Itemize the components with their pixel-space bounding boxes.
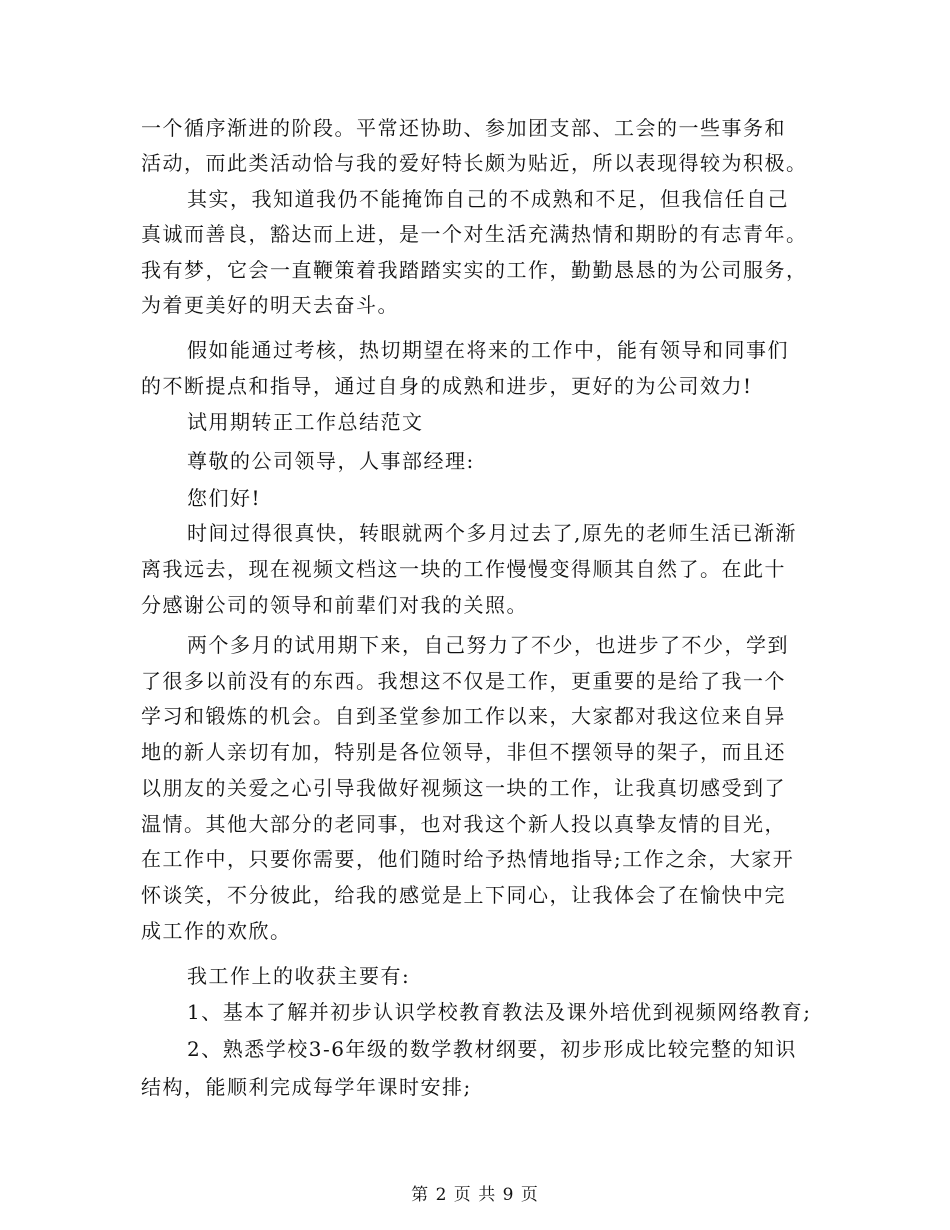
text-line: 的不断提点和指导，通过自身的成熟和进步，更好的为公司效力! <box>141 374 753 398</box>
section-title: 试用期转正工作总结范文 <box>187 410 424 434</box>
text-line: 了很多以前没有的东西。我想这不仅是工作，更重要的是给了我一个 <box>141 669 786 693</box>
text-line: 真诚而善良，豁达而上进，是一个对生活充满热情和期盼的有志青年。 <box>141 222 808 246</box>
text-line: 离我远去，现在视频文档这一块的工作慢慢变得顺其自然了。在此十 <box>141 557 786 581</box>
text-line: 温情。其他大部分的老同事，也对我这个新人投以真挚友情的目光， <box>141 812 786 836</box>
text-line: 怀谈笑，不分彼此，给我的感觉是上下同心，让我体会了在愉快中完 <box>141 883 786 907</box>
text-line: 一个循序渐进的阶段。平常还协助、参加团支部、工会的一些事务和 <box>141 116 786 140</box>
text-line: 其实，我知道我仍不能掩饰自己的不成熟和不足，但我信任自己 <box>187 187 789 211</box>
text-line: 两个多月的试用期下来，自己努力了不少，也进步了不少，学到 <box>187 633 789 657</box>
text-line: 为着更美好的明天去奋斗。 <box>141 293 399 317</box>
text-line: 成工作的欢欣。 <box>141 919 292 943</box>
text-line: 结构，能顺利完成每学年课时安排; <box>141 1075 472 1099</box>
list-item: 1、基本了解并初步认识学校教育教法及课外培优到视频网络教育; <box>187 1000 812 1024</box>
text-line: 假如能通过考核，热切期望在将来的工作中，能有领导和同事们 <box>187 338 789 362</box>
text-line: 地的新人亲切有加，特别是各位领导，非但不摆领导的架子，而且还 <box>141 740 786 764</box>
greeting: 您们好! <box>187 486 262 510</box>
salutation: 尊敬的公司领导，人事部经理: <box>187 449 475 473</box>
text-line: 时间过得很真快，转眼就两个多月过去了,原先的老师生活已渐渐 <box>187 521 797 545</box>
text-line: 我有梦，它会一直鞭策着我踏踏实实的工作，勤勤恳恳的为公司服务， <box>141 258 808 282</box>
text-line: 分感谢公司的领导和前辈们对我的关照。 <box>141 593 528 617</box>
text-line: 以朋友的关爱之心引导我做好视频这一块的工作，让我真切感受到了 <box>141 776 786 800</box>
list-item: 2、熟悉学校3-6年级的数学教材纲要，初步形成比较完整的知识 <box>187 1037 797 1061</box>
text-line: 我工作上的收获主要有: <box>187 964 411 988</box>
page-number-footer: 第 2 页 共 9 页 <box>411 1185 539 1205</box>
text-line: 活动，而此类活动恰与我的爱好特长颇为贴近，所以表现得较为积极。 <box>141 151 808 175</box>
text-line: 学习和锻炼的机会。自到圣堂参加工作以来，大家都对我这位来自异 <box>141 704 786 728</box>
text-line: 在工作中，只要你需要，他们随时给予热情地指导;工作之余，大家开 <box>141 847 795 871</box>
